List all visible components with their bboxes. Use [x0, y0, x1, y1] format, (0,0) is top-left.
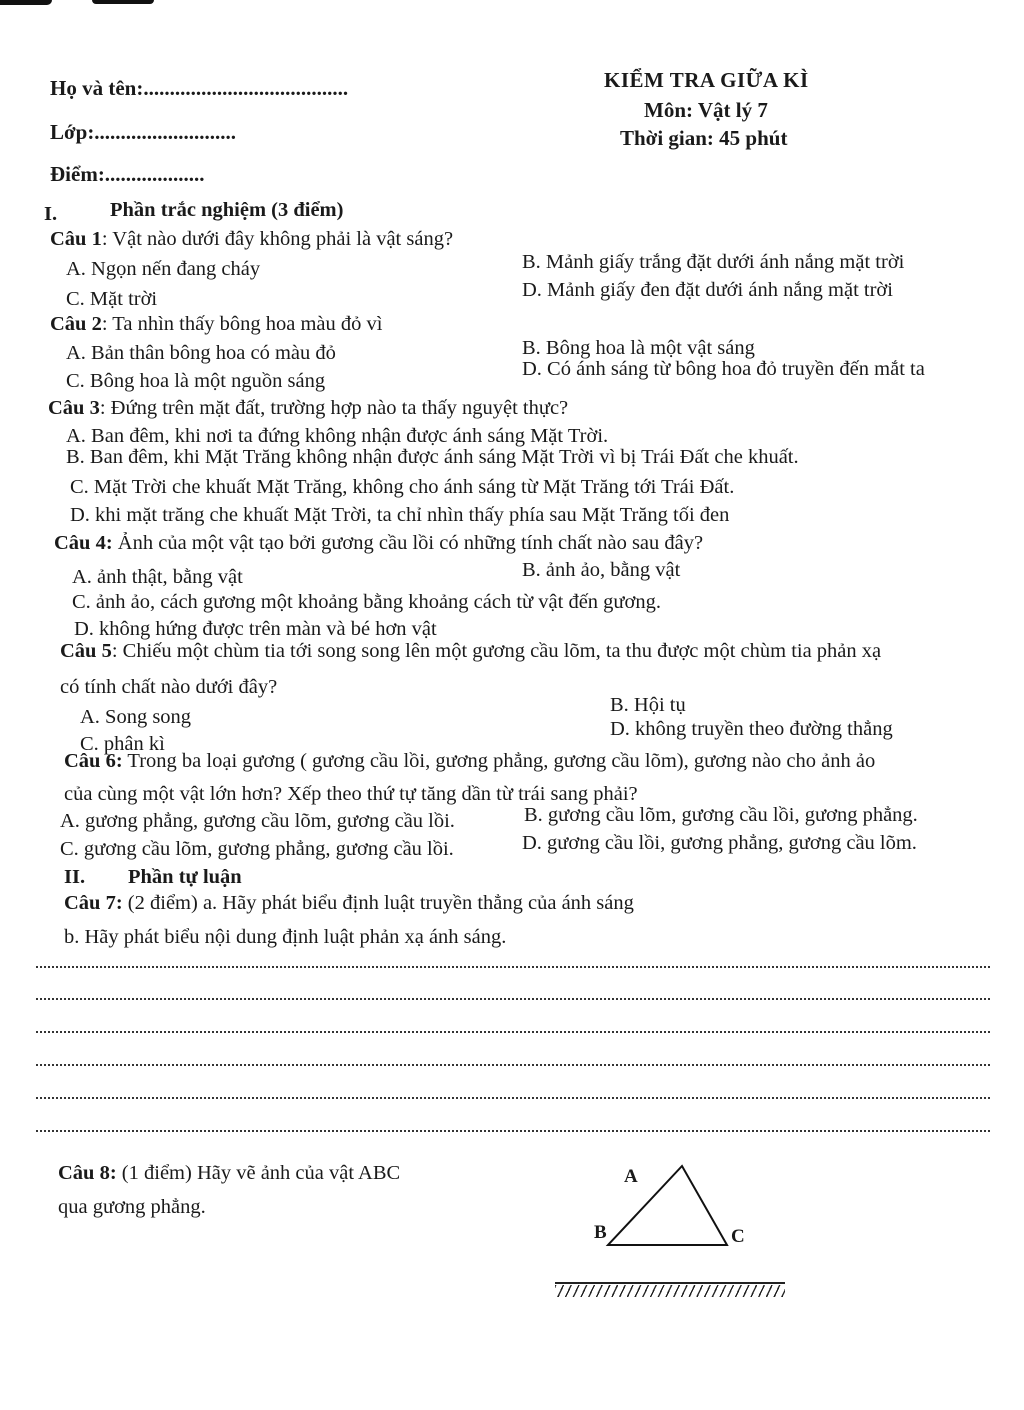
q5-option-d: D. không truyền theo đường thẳng — [610, 718, 893, 740]
q1-option-c: C. Mặt trời — [66, 288, 158, 310]
question-5-continued: có tính chất nào dưới đây? — [60, 676, 278, 698]
q6-option-c: C. gương cầu lõm, gương phẳng, gương cầu lồi. — [60, 838, 454, 860]
question-label: Câu 8: — [58, 1162, 117, 1184]
question-7-part-b: b. Hãy phát biểu nội dung định luật phản xạ ánh sáng. — [64, 926, 507, 948]
q4-option-b: B. ảnh ảo, bằng vật — [522, 559, 681, 581]
question-label: Câu 5 — [60, 640, 112, 662]
q6-option-a: A. gương phẳng, gương cầu lõm, gương cầu lồi. — [60, 810, 455, 832]
question-label: Câu 7: — [64, 892, 123, 914]
vertex-b-label: B — [594, 1222, 607, 1243]
q1-option-b: B. Mảnh giấy trắng đặt dưới ánh nắng mặt trời — [522, 251, 905, 273]
q3-option-a: A. Ban đêm, khi nơi ta đứng không nhận được ánh sáng Mặt Trời. — [66, 425, 609, 447]
section2-title: Phần tự luận — [128, 866, 242, 888]
question-label: Câu 4: — [54, 532, 113, 554]
exam-title: KIỂM TRA GIỮA KÌ — [604, 68, 809, 92]
q2-option-c: C. Bông hoa là một nguồn sáng — [66, 370, 326, 392]
plane-mirror-hatching — [555, 1285, 785, 1297]
q5-option-a: A. Song song — [80, 706, 192, 728]
name-field-label: Họ và tên:....................................... — [50, 76, 349, 100]
section1-title: Phần trắc nghiệm (3 điểm) — [110, 199, 344, 221]
q5-option-b: B. Hội tụ — [610, 694, 686, 716]
q4-option-d: D. không hứng được trên màn và bé hơn vật — [74, 618, 437, 640]
q2-option-d: D. Có ánh sáng từ bông hoa đỏ truyền đến mắt ta — [522, 358, 925, 380]
q4-option-c: C. ảnh ảo, cách gương một khoảng bằng khoảng cách từ vật đến gương. — [72, 591, 662, 613]
question-label: Câu 1 — [50, 228, 102, 250]
question-8-continued: qua gương phẳng. — [58, 1196, 206, 1218]
q2-option-b: B. Bông hoa là một vật sáng — [522, 337, 755, 359]
q4-option-a: A. ảnh thật, bằng vật — [72, 566, 243, 588]
question-label: Câu 3 — [48, 397, 100, 419]
question-text: : Ta nhìn thấy bông hoa màu đỏ vì — [101, 313, 383, 335]
question-text: Ảnh của một vật tạo bởi gương cầu lồi có những tính chất nào sau đây? — [112, 532, 704, 554]
section1-number: I. — [44, 203, 58, 225]
q3-option-c: C. Mặt Trời che khuất Mặt Trăng, không cho ánh sáng từ Mặt Trăng tới Trái Đất. — [70, 476, 735, 498]
q1-option-a: A. Ngọn nến đang cháy — [66, 258, 261, 280]
vertex-a-label: A — [624, 1166, 638, 1187]
q3-option-b: B. Ban đêm, khi Mặt Trăng không nhận được ánh sáng Mặt Trời vì bị Trái Đất che khuất. — [66, 446, 799, 468]
exam-duration: Thời gian: 45 phút — [620, 126, 788, 150]
section2-number: II. — [64, 866, 86, 888]
q2-option-a: A. Bản thân bông hoa có màu đỏ — [66, 342, 336, 364]
q1-option-d: D. Mảnh giấy đen đặt dưới ánh nắng mặt trời — [522, 279, 893, 301]
question-text: : Đứng trên mặt đất, trường hợp nào ta thấy nguyệt thực? — [99, 397, 569, 419]
exam-subject: Môn: Vật lý 7 — [644, 98, 768, 122]
question-6-continued: của cùng một vật lớn hơn? Xếp theo thứ tự tăng dần từ trái sang phải? — [64, 783, 638, 805]
vertex-c-label: C — [731, 1226, 745, 1247]
question-text: : Vật nào dưới đây không phải là vật sáng? — [101, 228, 454, 250]
score-field-label: Điểm:................... — [50, 162, 205, 186]
q6-option-b: B. gương cầu lõm, gương cầu lồi, gương phẳng. — [524, 804, 918, 826]
question-text: : Chiếu một chùm tia tới song song lên một gương cầu lõm, ta thu được một chùm tia phản xạ — [111, 640, 882, 662]
question-text: (2 điểm) a. Hãy phát biểu định luật truyền thẳng của ánh sáng — [122, 892, 634, 914]
question-label: Câu 6: — [64, 750, 123, 772]
question-text: Trong ba loại gương ( gương cầu lồi, gương phẳng, gương cầu lõm), gương nào cho ảnh ảo — [122, 750, 876, 772]
q6-option-d: D. gương cầu lồi, gương phẳng, gương cầu lõm. — [522, 832, 917, 854]
q3-option-d: D. khi mặt trăng che khuất Mặt Trời, ta chỉ nhìn thấy phía sau Mặt Trăng tối đen — [70, 504, 730, 526]
question-label: Câu 2 — [50, 313, 102, 335]
class-field-label: Lớp:........................... — [50, 120, 237, 144]
q5-option-c: C. phân kì — [80, 733, 165, 755]
question-text: (1 điểm) Hãy vẽ ảnh của vật ABC — [116, 1162, 401, 1184]
